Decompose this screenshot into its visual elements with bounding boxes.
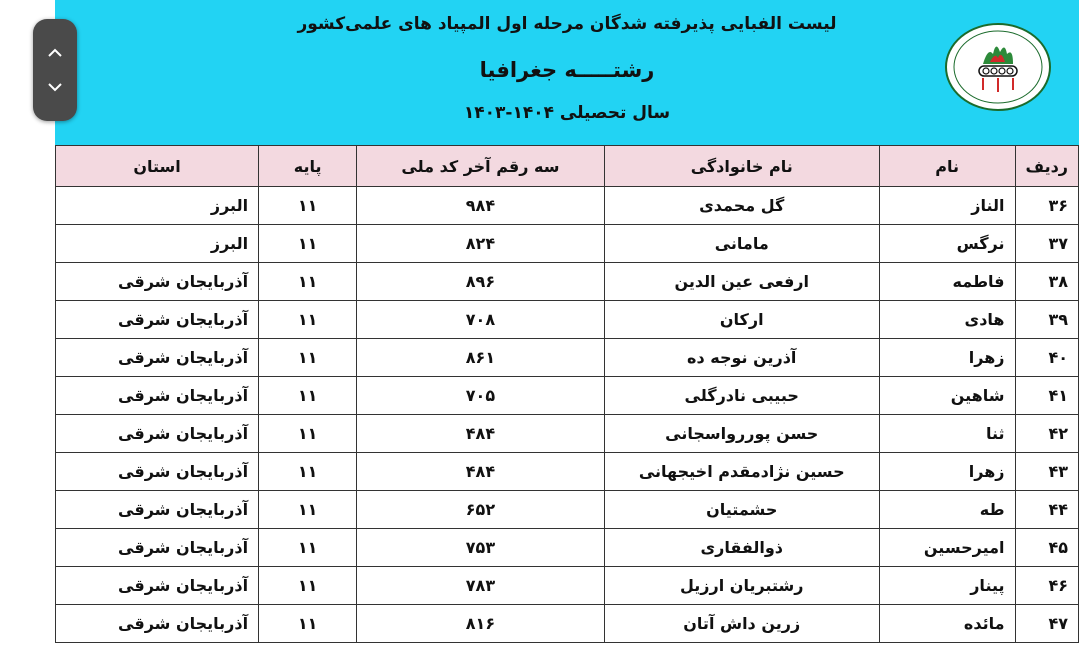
column-header-national-code: سه رقم آخر کد ملی	[357, 146, 604, 187]
row-national-code: ۴۸۴	[357, 415, 604, 453]
accepted-students-table	[55, 145, 1079, 643]
row-national-code: ۶۵۲	[357, 491, 604, 529]
row-first-name: هادی	[879, 301, 1015, 339]
row-national-code: ۴۸۴	[357, 453, 604, 491]
row-national-code: ۷۰۸	[357, 301, 604, 339]
row-grade: ۱۱	[259, 567, 357, 605]
row-national-code: ۸۹۶	[357, 263, 604, 301]
row-province: آذربایجان شرقی	[56, 453, 259, 491]
table-row	[56, 263, 1079, 301]
row-first-name: زهرا	[879, 339, 1015, 377]
row-national-code: ۷۵۳	[357, 529, 604, 567]
row-index: ۳۹	[1015, 301, 1078, 339]
column-header-grade: پایه	[259, 146, 357, 187]
row-last-name: مامانی	[604, 225, 879, 263]
page-navigation-pill	[33, 19, 77, 121]
row-index: ۴۷	[1015, 605, 1078, 643]
header-academic-year: سال تحصیلی ۱۴۰۴-۱۴۰۳	[463, 103, 671, 123]
row-index: ۴۱	[1015, 377, 1078, 415]
row-last-name: حشمتیان	[604, 491, 879, 529]
column-header-last-name: نام خانوادگی	[604, 146, 879, 187]
organization-logo-icon	[943, 22, 1053, 112]
row-first-name: امیرحسین	[879, 529, 1015, 567]
table-row	[56, 301, 1079, 339]
row-last-name: رشتبریان ارزیل	[604, 567, 879, 605]
next-page-button[interactable]	[40, 70, 70, 104]
row-last-name: گل محمدی	[604, 187, 879, 225]
table-row	[56, 491, 1079, 529]
row-grade: ۱۱	[259, 225, 357, 263]
table-row	[56, 529, 1079, 567]
row-first-name: مائده	[879, 605, 1015, 643]
row-province: آذربایجان شرقی	[56, 605, 259, 643]
row-grade: ۱۱	[259, 263, 357, 301]
row-first-name: شاهین	[879, 377, 1015, 415]
header-subject: رشتـــــه جغرافیا	[479, 58, 655, 82]
row-province: البرز	[56, 225, 259, 263]
row-national-code: ۷۸۳	[357, 567, 604, 605]
row-grade: ۱۱	[259, 415, 357, 453]
row-province: آذربایجان شرقی	[56, 377, 259, 415]
row-grade: ۱۱	[259, 187, 357, 225]
row-index: ۳۶	[1015, 187, 1078, 225]
previous-page-button[interactable]	[40, 36, 70, 70]
row-index: ۳۸	[1015, 263, 1078, 301]
row-grade: ۱۱	[259, 605, 357, 643]
row-province: آذربایجان شرقی	[56, 301, 259, 339]
row-first-name: طه	[879, 491, 1015, 529]
row-national-code: ۷۰۵	[357, 377, 604, 415]
row-last-name: آذرین نوجه ده	[604, 339, 879, 377]
row-last-name: حبیبی نادرگلی	[604, 377, 879, 415]
table-row	[56, 605, 1079, 643]
row-grade: ۱۱	[259, 301, 357, 339]
row-grade: ۱۱	[259, 377, 357, 415]
row-last-name: ارفعی عین الدین	[604, 263, 879, 301]
row-province: آذربایجان شرقی	[56, 529, 259, 567]
column-header-province: استان	[56, 146, 259, 187]
row-national-code: ۸۱۶	[357, 605, 604, 643]
row-index: ۴۳	[1015, 453, 1078, 491]
table-header-row	[56, 146, 1079, 187]
row-last-name: حسن پوررواسجانی	[604, 415, 879, 453]
table-row	[56, 415, 1079, 453]
row-last-name: حسین نژادمقدم اخیجهانی	[604, 453, 879, 491]
row-grade: ۱۱	[259, 453, 357, 491]
row-index: ۴۶	[1015, 567, 1078, 605]
row-index: ۴۴	[1015, 491, 1078, 529]
row-first-name: فاطمه	[879, 263, 1015, 301]
row-index: ۴۵	[1015, 529, 1078, 567]
row-national-code: ۹۸۴	[357, 187, 604, 225]
row-first-name: الناز	[879, 187, 1015, 225]
row-first-name: نرگس	[879, 225, 1015, 263]
row-province: البرز	[56, 187, 259, 225]
row-first-name: پینار	[879, 567, 1015, 605]
table-row	[56, 453, 1079, 491]
row-province: آذربایجان شرقی	[56, 567, 259, 605]
row-index: ۳۷	[1015, 225, 1078, 263]
column-header-first-name: نام	[879, 146, 1015, 187]
row-grade: ۱۱	[259, 339, 357, 377]
table-row	[56, 187, 1079, 225]
table-row	[56, 339, 1079, 377]
row-national-code: ۸۶۱	[357, 339, 604, 377]
document-header	[55, 0, 1079, 146]
row-first-name: زهرا	[879, 453, 1015, 491]
row-last-name: زرین داش آتان	[604, 605, 879, 643]
row-last-name: ذوالفقاری	[604, 529, 879, 567]
column-header-index: ردیف	[1015, 146, 1078, 187]
chevron-up-icon	[47, 47, 63, 59]
table-row	[56, 567, 1079, 605]
row-index: ۴۲	[1015, 415, 1078, 453]
row-grade: ۱۱	[259, 529, 357, 567]
row-province: آذربایجان شرقی	[56, 415, 259, 453]
row-province: آذربایجان شرقی	[56, 491, 259, 529]
header-title: لیست الفبایی پذیرفته شدگان مرحله اول المپیاد های علمی‌کشور	[297, 14, 837, 34]
row-first-name: ثنا	[879, 415, 1015, 453]
table-row	[56, 225, 1079, 263]
row-national-code: ۸۲۴	[357, 225, 604, 263]
row-province: آذربایجان شرقی	[56, 339, 259, 377]
row-province: آذربایجان شرقی	[56, 263, 259, 301]
row-last-name: ارکان	[604, 301, 879, 339]
table-row	[56, 377, 1079, 415]
chevron-down-icon	[47, 81, 63, 93]
row-index: ۴۰	[1015, 339, 1078, 377]
row-grade: ۱۱	[259, 491, 357, 529]
